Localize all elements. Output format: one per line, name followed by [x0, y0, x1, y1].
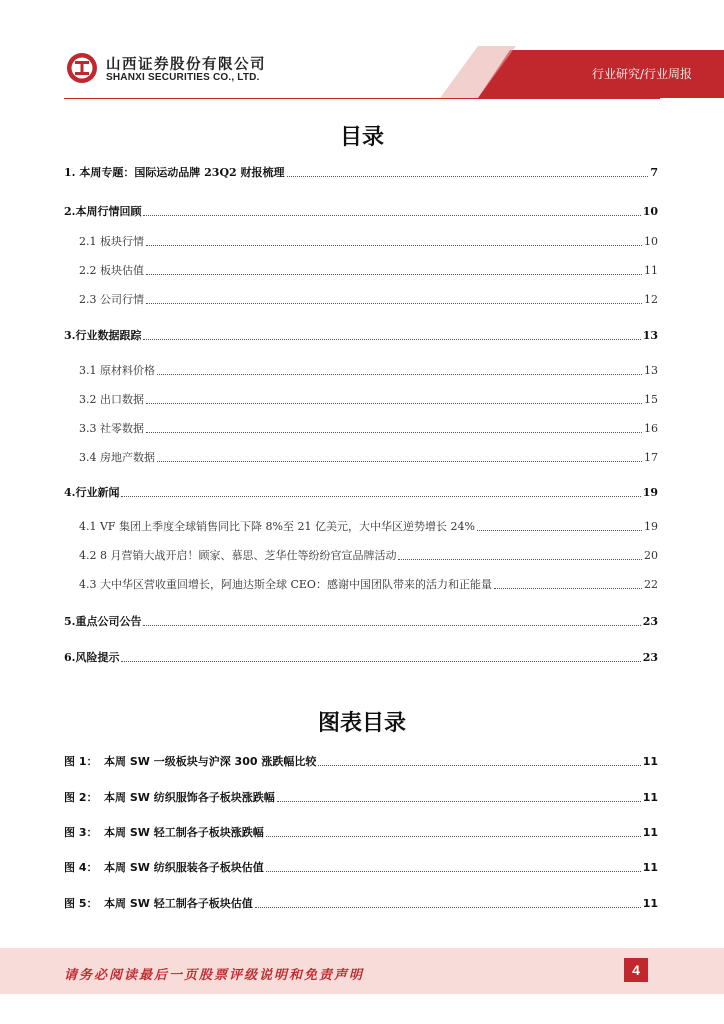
toc-entry-page: 23	[642, 615, 658, 628]
toc-entry-label: 2.1 板块行情	[79, 235, 144, 248]
figures-title: 图表目录	[317, 711, 406, 736]
toc-entry[interactable]	[64, 201, 658, 219]
toc-entry-label: 3.2 出口数据	[79, 393, 144, 406]
toc-entry-label: 4.行业新闻	[64, 486, 120, 499]
toc-entry[interactable]	[79, 418, 658, 436]
toc-dot-leader	[143, 338, 640, 340]
toc-dot-leader	[146, 302, 642, 304]
toc-entry[interactable]	[79, 260, 658, 278]
toc-entry[interactable]	[79, 289, 658, 307]
toc-dot-leader	[146, 244, 642, 246]
toc-entry[interactable]	[79, 516, 658, 534]
toc-entry[interactable]	[64, 325, 658, 343]
toc-dot-leader	[121, 495, 640, 497]
toc-entry[interactable]	[79, 574, 658, 592]
toc-entry-label: 4.2 8 月营销大战开启！顾家、慕思、芝华仕等纷纷官宣品牌活动	[79, 549, 397, 562]
toc-entry-label: 3.3 社零数据	[79, 422, 144, 435]
toc-title: 目录	[339, 125, 384, 150]
toc-entry-page: 17	[644, 451, 658, 464]
figure-entry-label: 本周 SW 一级板块与沪深 300 涨跌幅比较	[104, 755, 317, 768]
company-name-cn: 山西证券股份有限公司	[106, 57, 266, 73]
toc-entry-page: 22	[644, 578, 658, 591]
toc-entry[interactable]	[64, 611, 658, 629]
toc-entry-label: 2.本周行情回顾	[64, 205, 142, 218]
shanxi-securities-logo-icon	[66, 52, 98, 84]
toc-entry-label: 4.3 大中华区营收重回增长，阿迪达斯全球 CEO：感谢中国团队带来的活力和正能量	[79, 578, 492, 591]
figure-entry-number: 图 2：	[64, 791, 98, 804]
page-footer	[0, 948, 724, 998]
page-number: 4	[624, 958, 648, 982]
toc-entry-label: 2.3 公司行情	[79, 293, 144, 306]
toc-dot-leader	[146, 273, 642, 275]
toc-dot-leader	[477, 529, 642, 531]
toc-entry[interactable]	[64, 482, 658, 500]
figure-entry-number: 图 1：	[64, 755, 98, 768]
figure-entry[interactable]	[64, 893, 658, 911]
toc-dot-leader	[143, 214, 640, 216]
toc-dot-leader	[287, 175, 649, 177]
figure-dot-leader	[266, 835, 641, 837]
figure-entry-number: 图 3：	[64, 826, 98, 839]
toc-entry-label: 2.2 板块估值	[79, 264, 144, 277]
figure-entry-label: 本周 SW 轻工制各子板块涨跌幅	[104, 826, 264, 839]
toc-entry-page: 16	[644, 422, 658, 435]
figure-entry[interactable]	[64, 822, 658, 840]
toc-entry-page: 7	[650, 166, 658, 179]
toc-entry-page: 20	[644, 549, 658, 562]
toc-dot-leader	[157, 373, 642, 375]
figure-dot-leader	[318, 764, 640, 766]
figure-entry-number: 图 4：	[64, 861, 98, 874]
figure-entry-number: 图 5：	[64, 897, 98, 910]
figure-entry[interactable]	[64, 751, 658, 769]
toc-entry-page: 11	[644, 264, 658, 277]
toc-entry-page: 13	[644, 364, 658, 377]
toc-dot-leader	[157, 460, 642, 462]
toc-entry[interactable]	[79, 231, 658, 249]
toc-entry-page: 19	[642, 486, 658, 499]
toc-entry-page: 13	[642, 329, 658, 342]
figure-entry-page: 11	[642, 826, 658, 839]
header-divider	[64, 98, 660, 99]
figure-entry-label: 本周 SW 纺织服装各子板块估值	[104, 861, 264, 874]
toc-entry-page: 10	[644, 235, 658, 248]
figure-dot-leader	[277, 800, 641, 802]
toc-entry-page: 19	[644, 520, 658, 533]
toc-entry[interactable]	[64, 647, 658, 665]
footer-disclaimer: 请务必阅读最后一页股票评级说明和免责声明	[64, 968, 365, 983]
toc-entry-page: 12	[644, 293, 658, 306]
toc-entry-page: 10	[642, 205, 658, 218]
toc-dot-leader	[143, 624, 640, 626]
figure-entry-page: 11	[642, 755, 658, 768]
toc-entry-label: 5.重点公司公告	[64, 615, 142, 628]
figure-dot-leader	[255, 906, 641, 908]
company-name-en: SHANXI SECURITIES CO., LTD.	[106, 72, 260, 83]
toc-dot-leader	[146, 431, 642, 433]
figure-entry[interactable]	[64, 787, 658, 805]
page-header	[0, 0, 724, 100]
toc-dot-leader	[398, 558, 642, 560]
toc-entry[interactable]	[79, 545, 658, 563]
toc-entry-label: 3.4 房地产数据	[79, 451, 155, 464]
toc-entry-label: 6.风险提示	[64, 651, 120, 664]
report-type: 行业研究/行业周报	[591, 67, 692, 81]
toc-dot-leader	[494, 587, 642, 589]
figure-entry[interactable]	[64, 857, 658, 875]
figure-entry-label: 本周 SW 纺织服饰各子板块涨跌幅	[104, 791, 275, 804]
toc-dot-leader	[121, 660, 640, 662]
figure-entry-page: 11	[642, 791, 658, 804]
toc-entry-label: 4.1 VF 集团上季度全球销售同比下降 8%至 21 亿美元，大中华区逆势增长 24%	[79, 520, 475, 533]
toc-entry-label: 1. 本周专题：国际运动品牌 23Q2 财报梳理	[64, 166, 285, 179]
toc-entry-label: 3.行业数据跟踪	[64, 329, 142, 342]
toc-entry[interactable]	[79, 389, 658, 407]
toc-entry[interactable]	[79, 360, 658, 378]
toc-entry-page: 23	[642, 651, 658, 664]
figure-entry-page: 11	[642, 861, 658, 874]
toc-dot-leader	[146, 402, 642, 404]
figure-entry-page: 11	[642, 897, 658, 910]
figure-entry-label: 本周 SW 轻工制各子板块估值	[104, 897, 253, 910]
toc-entry[interactable]	[64, 162, 658, 180]
toc-entry-page: 15	[644, 393, 658, 406]
figure-dot-leader	[266, 870, 641, 872]
toc-entry-label: 3.1 原材料价格	[79, 364, 155, 377]
toc-entry[interactable]	[79, 447, 658, 465]
